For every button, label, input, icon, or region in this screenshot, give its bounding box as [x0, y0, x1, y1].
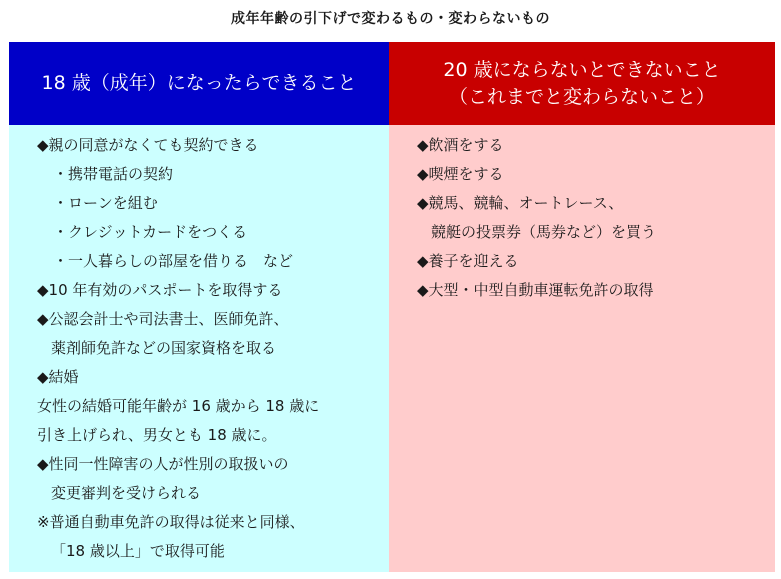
left-list-item: ◆10 年有効のパスポートを取得する [37, 281, 283, 299]
left-list-item: ・一人暮らしの部屋を借りる など [53, 252, 294, 270]
left-list-item: 薬剤師免許などの国家資格を取る [51, 339, 277, 357]
right-header-line1: 20 歳にならないとできないこと [443, 58, 721, 81]
page-title: 成年年齢の引下げで変わるもの・変わらないもの [231, 11, 550, 27]
right-list-item: ◆喫煙をする [417, 165, 504, 183]
left-column-header: 18 歳（成年）になったらできること [9, 42, 389, 125]
left-column-body [9, 125, 389, 572]
left-list-item: ・クレジットカードをつくる [53, 223, 248, 241]
right-column-body [389, 125, 775, 572]
left-list-item: 「18 歳以上」で取得可能 [51, 542, 225, 560]
comparison-table [9, 42, 775, 572]
right-header-line2: （これまでと変わらないこと） [448, 85, 715, 108]
right-column-header [389, 42, 775, 125]
right-list-item: 競艇の投票券（馬券など）を買う [431, 223, 657, 241]
right-list-item: ◆養子を迎える [417, 252, 519, 270]
left-list-item: 変更審判を受けられる [51, 484, 202, 502]
left-list-item: ・ローンを組む [53, 194, 158, 212]
left-list-item: ◆性同一性障害の人が性別の取扱いの [37, 455, 289, 473]
right-list-item: ◆大型・中型自動車運転免許の取得 [417, 281, 654, 299]
left-list-item: 引き上げられ、男女とも 18 歳に。 [37, 426, 277, 444]
left-list-item: ◆親の同意がなくても契約できる [37, 136, 259, 154]
left-column [9, 42, 389, 572]
right-list-item: ◆飲酒をする [417, 136, 504, 154]
left-list-item: 女性の結婚可能年齢が 16 歳から 18 歳に [37, 397, 320, 415]
left-list-item: ◆結婚 [37, 368, 79, 386]
left-list-item: ◆公認会計士や司法書士、医師免許、 [37, 310, 289, 328]
right-list-item: ◆競馬、競輪、オートレース、 [417, 194, 624, 212]
left-list-item: ※普通自動車免許の取得は従来と同様、 [37, 513, 305, 531]
right-column [389, 42, 775, 572]
left-list-item: ・携帯電話の契約 [53, 165, 174, 183]
